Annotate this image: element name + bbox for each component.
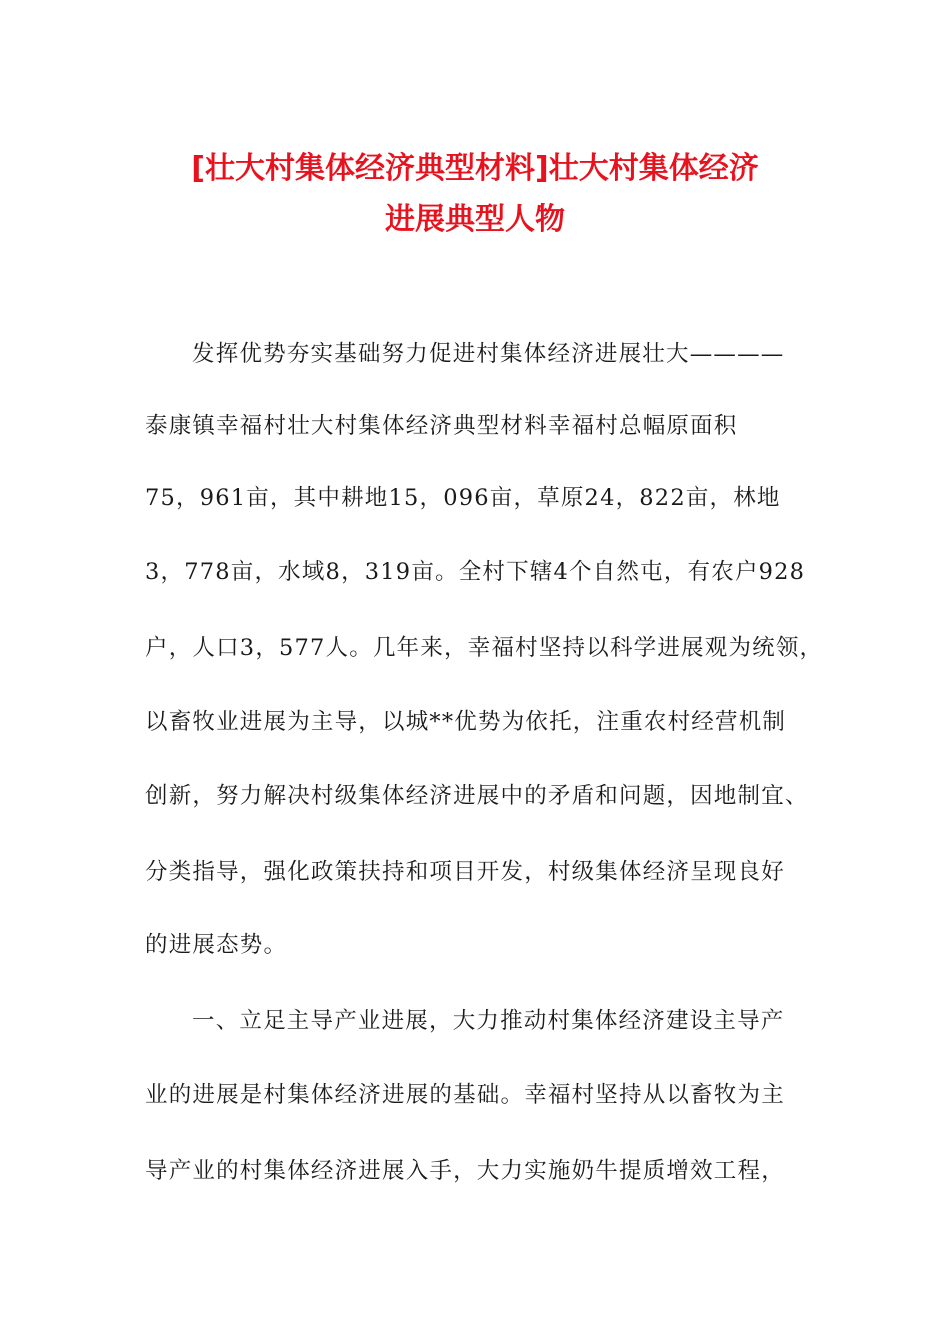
paragraph-line: 分类指导，强化政策扶持和项目开发，村级集体经济呈现良好 (145, 859, 785, 885)
paragraph-line: 75，961亩，其中耕地15，096亩，草原24，822亩，林地 (145, 485, 781, 511)
paragraph-line: 3，778亩，水域8，319亩。全村下辖4个自然屯，有农户928 (145, 559, 806, 585)
paragraph-line: 泰康镇幸福村壮大村集体经济典型材料幸福村总幅原面积 (145, 413, 738, 439)
paragraph-line: 创新，努力解决村级集体经济进展中的矛盾和问题，因地制宜、 (145, 783, 809, 809)
document-title (0, 143, 950, 245)
title-line-1: [壮大村集体经济典型材料]壮大村集体经济 (191, 151, 759, 186)
paragraph-line: 一、立足主导产业进展，大力推动村集体经济建设主导产 (192, 1008, 785, 1034)
title-line-2: 进展典型人物 (385, 202, 565, 237)
paragraph-line: 发挥优势夯实基础努力促进村集体经济进展壮大———— (192, 341, 785, 367)
paragraph-line: 户，人口3，577人。几年来，幸福村坚持以科学进展观为统领， (145, 635, 824, 661)
paragraph-line: 导产业的村集体经济进展入手，大力实施奶牛提质增效工程， (145, 1158, 785, 1184)
paragraph-line: 以畜牧业进展为主导，以城**优势为依托，注重农村经营机制 (145, 709, 787, 735)
paragraph-line: 业的进展是村集体经济进展的基础。幸福村坚持从以畜牧为主 (145, 1082, 785, 1108)
paragraph-line: 的进展态势。 (145, 932, 288, 958)
